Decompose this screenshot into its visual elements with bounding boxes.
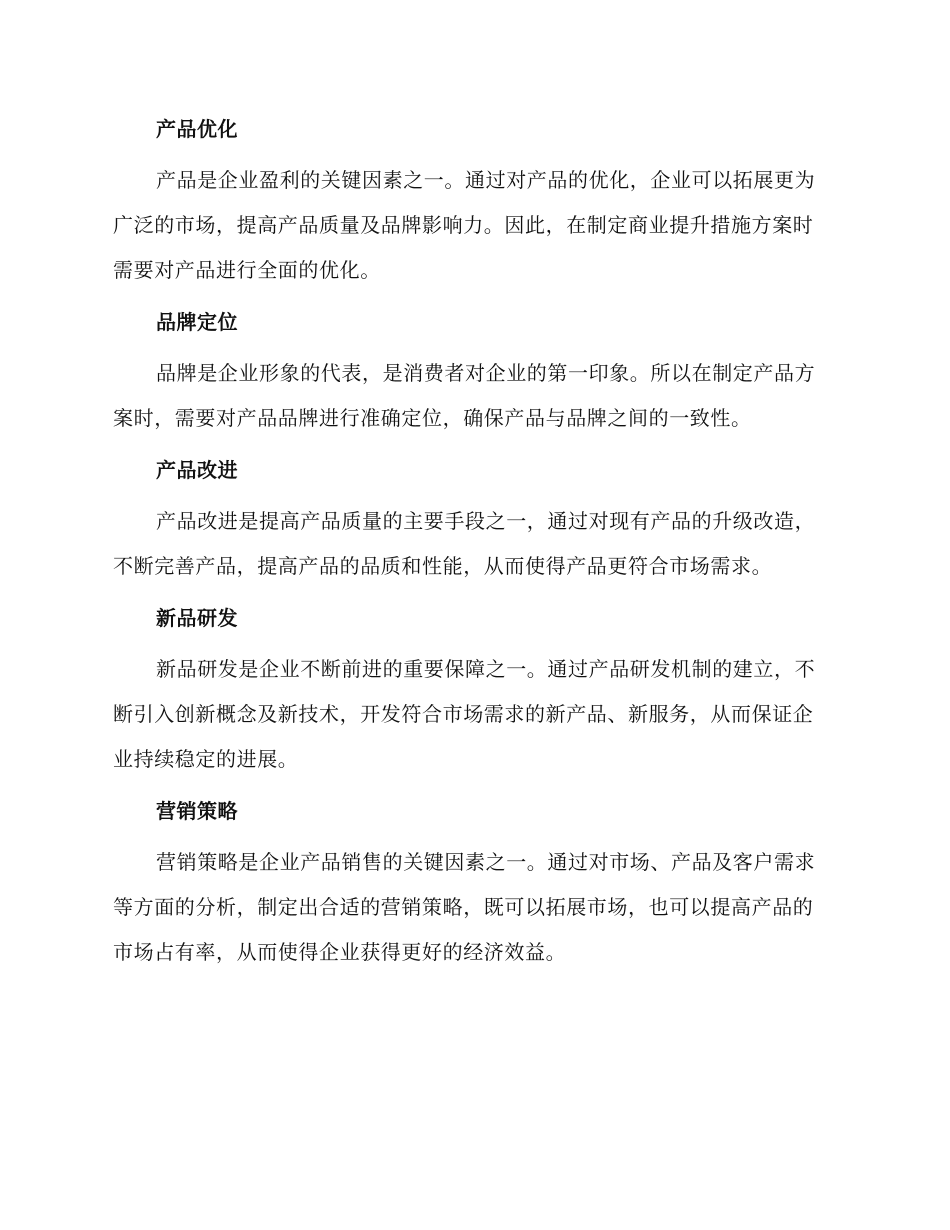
section-heading: 营销策略 bbox=[156, 799, 238, 823]
section-product-improvement bbox=[113, 453, 833, 601]
section-paragraph: 产品是企业盈利的关键因素之一。通过对产品的优化，企业可以拓展更为广泛的市场，提高产品质量及品牌影响力。因此，在制定商业提升措施方案时需要对产品进行全面的优化。 bbox=[113, 168, 816, 282]
section-paragraph: 营销策略是企业产品销售的关键因素之一。通过对市场、产品及客户需求等方面的分析，制定出合适的营销策略，既可以拓展市场，也可以提高产品的市场占有率，从而使得企业获得更好的经济效益。 bbox=[113, 850, 816, 964]
section-product-optimization bbox=[113, 112, 833, 305]
section-brand-positioning bbox=[113, 305, 833, 453]
section-heading: 产品改进 bbox=[156, 458, 238, 482]
section-paragraph: 新品研发是企业不断前进的重要保障之一。通过产品研发机制的建立，不断引入创新概念及新技术，开发符合市场需求的新产品、新服务，从而保证企业持续稳定的进展。 bbox=[113, 657, 816, 771]
section-new-product-development bbox=[113, 601, 833, 794]
document-page bbox=[113, 112, 833, 975]
section-heading: 品牌定位 bbox=[156, 310, 238, 334]
section-marketing-strategy bbox=[113, 794, 833, 975]
section-heading: 产品优化 bbox=[156, 117, 238, 141]
section-heading: 新品研发 bbox=[156, 606, 238, 630]
section-paragraph: 品牌是企业形象的代表，是消费者对企业的第一印象。所以在制定产品方案时，需要对产品品牌进行准确定位，确保产品与品牌之间的一致性。 bbox=[113, 361, 816, 430]
section-paragraph: 产品改进是提高产品质量的主要手段之一，通过对现有产品的升级改造，不断完善产品，提高产品的品质和性能，从而使得产品更符合市场需求。 bbox=[113, 509, 816, 578]
